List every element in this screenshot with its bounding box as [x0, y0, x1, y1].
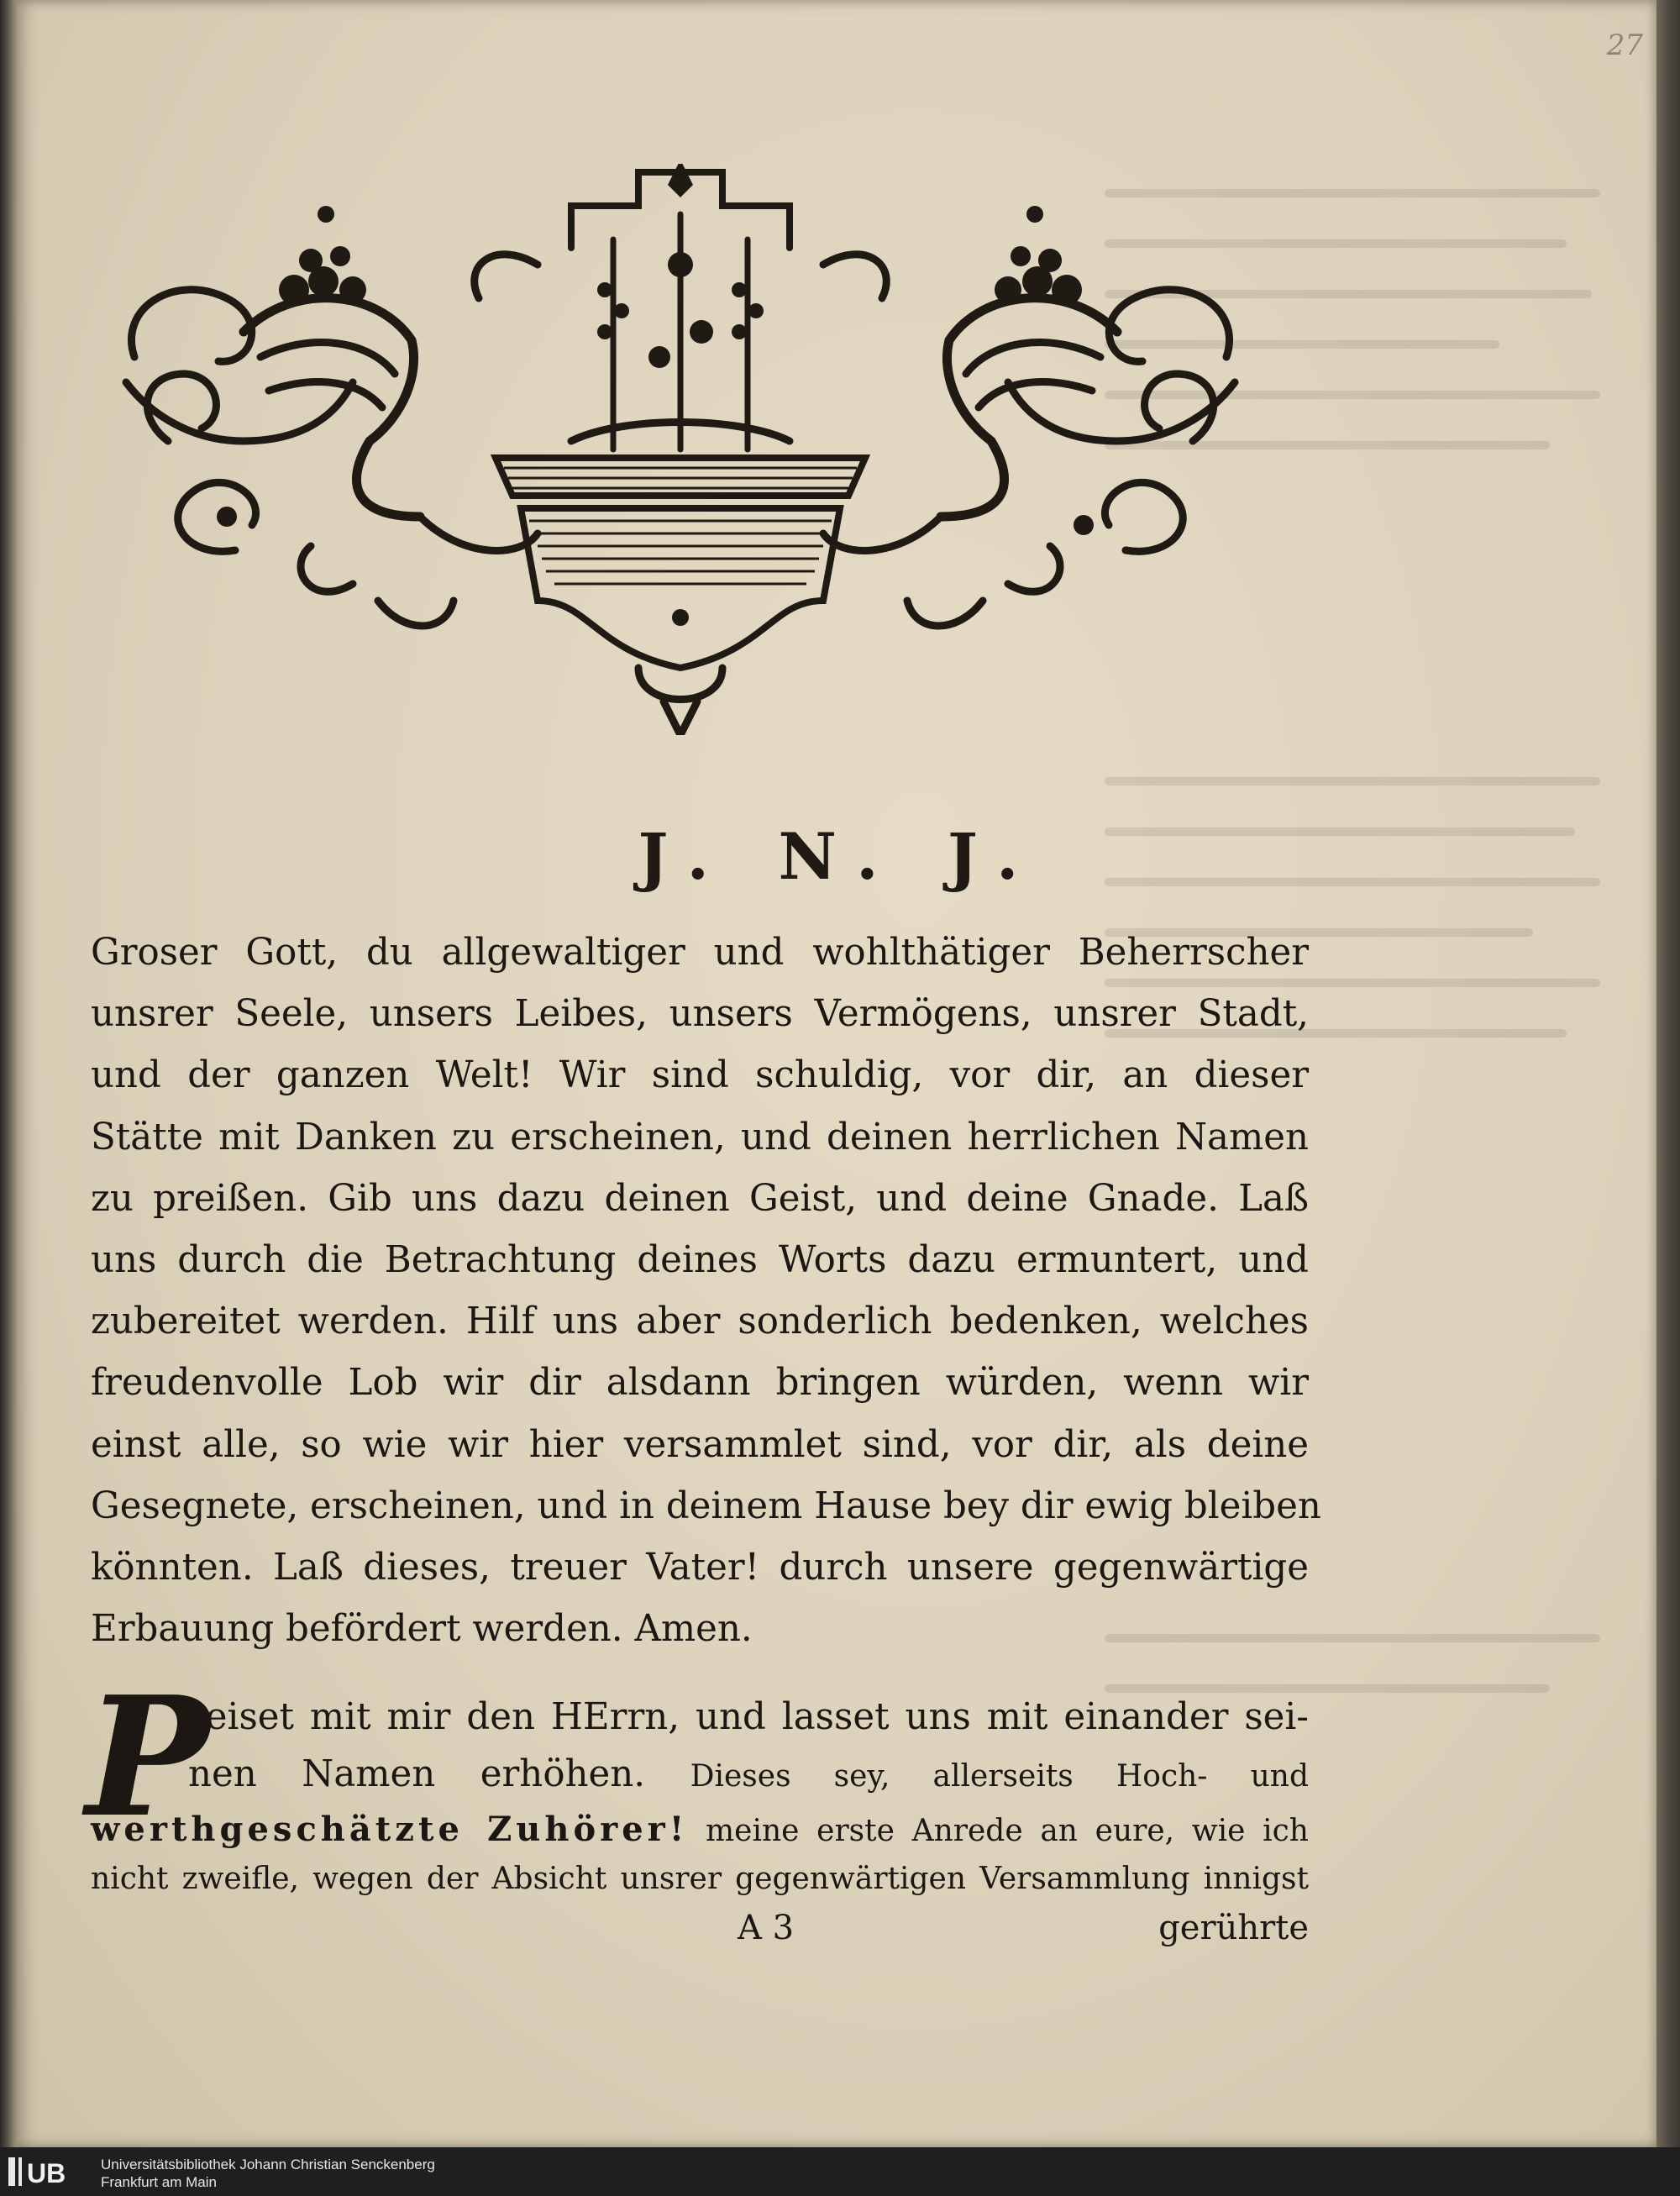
sermon-line-segment: nen Namen erhöhen. [188, 1753, 646, 1795]
drop-cap-initial: P [86, 1661, 210, 1854]
prayer-line: einst alle, so wie wir hier versammlet sind, vor dir, als deine [91, 1423, 1309, 1466]
page-right-edge [1656, 0, 1680, 2147]
sermon-line: nicht zweifle, wegen der Absicht unsrer gegenwärtigen Versammlung innigst [91, 1862, 1309, 1896]
prayer-line: und der ganzen Welt! Wir sind schuldig, vor dir, an dieser [91, 1054, 1309, 1097]
prayer-line: uns durch die Betrachtung deines Worts dazu ermuntert, und [91, 1239, 1309, 1282]
prayer-line: unsrer Seele, unsers Leibes, unsers Vermögens, unsrer Stadt, [91, 993, 1309, 1036]
ub-logo-text: UB [27, 2158, 66, 2188]
sermon-opening [86, 1661, 1309, 1903]
address-phrase: werthgeschätzte Zuhörer! [91, 1810, 689, 1849]
ub-logo[interactable] [5, 2152, 92, 2191]
signature-mark: A 3 [738, 1909, 795, 1947]
folio-mark: 27 [1606, 29, 1643, 62]
institution-city: Frankfurt am Main [101, 2174, 217, 2190]
sermon-line [188, 1746, 1309, 1805]
prayer-line: könnten. Laß dieses, treuer Vater! durch unsere gegenwärtige [91, 1547, 1309, 1589]
prayer-line: zu preißen. Gib uns dazu deinen Geist, und deine Gnade. Laß [91, 1177, 1309, 1220]
invocation-monogram: J. N. J. [638, 819, 1042, 894]
catchword: gerührte [1158, 1909, 1309, 1947]
prayer-line: Gesegnete, erscheinen, und in deinem Hause bey dir ewig bleiben [91, 1484, 1321, 1527]
prayer-line: Erbauung befördert werden. Amen. [91, 1608, 753, 1651]
ornamental-headpiece-vignette [101, 164, 1260, 735]
institution-name: Universitätsbibliothek Johann Christian Senckenberg [101, 2157, 435, 2172]
prayer-line: freudenvolle Lob wir dir alsdann bringen würden, wenn wir [91, 1362, 1309, 1405]
sermon-line: reiset mit mir den HErrn, und lasset uns mit einander sei- [188, 1696, 1309, 1738]
prayer-line: zubereitet werden. Hilf uns aber sonderlich bedenken, welches [91, 1300, 1309, 1343]
sermon-line-segment: meine erste Anrede an eure, wie ich [706, 1814, 1309, 1848]
prayer-line: Groser Gott, du allgewaltiger und wohlthätiger Beherrscher [91, 932, 1309, 974]
prayer-line: Stätte mit Danken zu erscheinen, und deinen herrlichen Namen [91, 1116, 1309, 1158]
institution-credit [101, 2156, 435, 2191]
page-footer-line [91, 1909, 1309, 1959]
sermon-line-segment: Dieses sey, allerseits Hoch- und [690, 1759, 1309, 1794]
opening-prayer [91, 922, 1321, 1660]
sermon-line [91, 1805, 1309, 1855]
